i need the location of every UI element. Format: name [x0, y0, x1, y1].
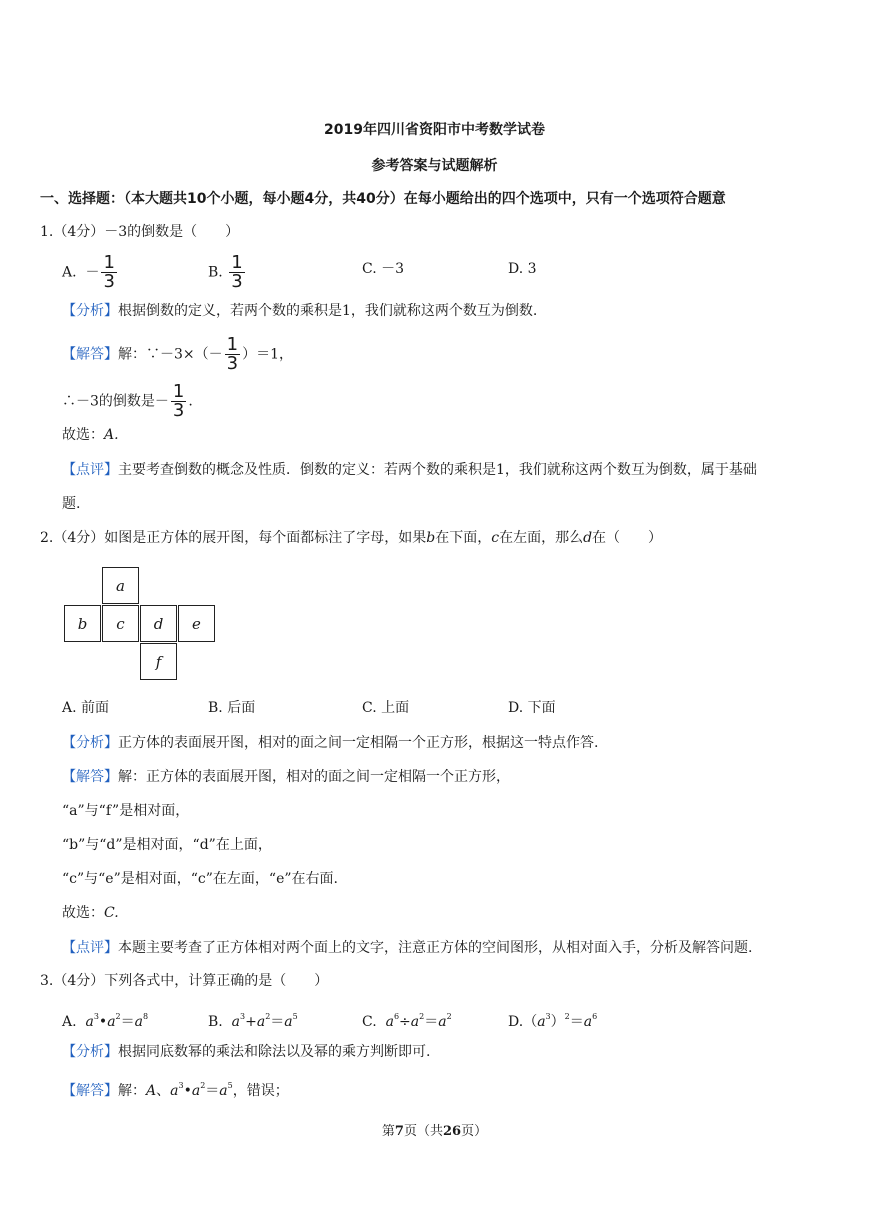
q2-comment: 【点评】本题主要考查了正方体相对两个面上的文字，注意正方体的空间图形，从相对面入手，分析及解答问题.: [62, 940, 753, 956]
q1-option-a: A. － $\frac{1}{3}$: [62, 252, 115, 292]
q1-option-b: B. $\frac{1}{3}$: [208, 252, 243, 292]
q2-option-c: C. 上面: [362, 700, 410, 716]
q2-answer-line1: “a”与“f”是相对面，: [62, 803, 190, 819]
fraction: $\frac{1}{3}$: [231, 252, 243, 292]
q1-choice: 故选：A.: [62, 427, 119, 443]
q3-analysis: 【分析】根据同底数幂的乘法和除法以及幂的乘方判断即可.: [62, 1044, 431, 1060]
q3-option-d: $D.(a^3)^2=a^6$: [508, 1012, 598, 1030]
fraction: $\frac{1}{3}$: [103, 252, 115, 292]
q1-comment-line2: 题.: [62, 496, 81, 512]
q1-comment: 【点评】主要考查倒数的概念及性质．倒数的定义：若两个数的乘积是1，我们就称这两个数互为倒数，属于基础: [62, 462, 757, 478]
q2-answer: 【解答】解：正方体的表面展开图，相对的面之间一定相隔一个正方形，: [62, 769, 510, 785]
q2-choice: 故选：C.: [62, 905, 119, 921]
q2-answer-line2: “b”与“d”是相对面，“d”在上面，: [62, 837, 272, 853]
fraction: $\frac{1}{3}$: [172, 381, 185, 421]
q2-answer-line3: “c”与“e”是相对面，“c”在左面，“e”在右面.: [62, 871, 338, 887]
net-face-a: a: [102, 567, 139, 604]
q3-option-b: B. $a^3+a^2=a^5$: [208, 1012, 298, 1030]
q2-analysis: 【分析】正方体的表面展开图，相对的面之间一定相隔一个正方形，根据这一特点作答.: [62, 735, 599, 751]
net-face-c: c: [102, 605, 139, 642]
page-footer: 第7页（共26页）: [381, 1124, 488, 1139]
q1-option-c: C. －3: [362, 261, 405, 277]
q2-option-a: A. 前面: [62, 700, 110, 716]
net-face-f: f: [140, 643, 177, 680]
q1-stem: 1.（4分）－3的倒数是（ ）: [40, 224, 240, 240]
q2-stem: 2.（4分）如图是正方体的展开图，每个面都标注了字母，如果b在下面，c在左面，那么d在（ ）: [40, 530, 663, 546]
cube-net-figure: [64, 567, 216, 681]
page-subtitle: 参考答案与试题解析: [371, 158, 498, 174]
net-face-e: e: [178, 605, 215, 642]
net-face-b: b: [64, 605, 101, 642]
net-face-d: d: [140, 605, 177, 642]
q1-answer: 【解答】解：∵－3×（－ $\frac{1}{3}$ ）＝1，: [62, 334, 294, 374]
q3-answer: 【解答】解：A、$a^3•a^2=a^5$，错误；: [62, 1081, 289, 1099]
q3-stem: 3.（4分）下列各式中，计算正确的是（ ）: [40, 973, 329, 989]
q2-option-d: D. 下面: [508, 700, 556, 716]
q1-analysis: 【分析】根据倒数的定义，若两个数的乘积是1，我们就称这两个数互为倒数.: [62, 303, 538, 319]
section-heading: 一、选择题：（本大题共10个小题，每小题4分，共40分）在每小题给出的四个选项中，只有一个选项符合题意: [40, 191, 726, 207]
q2-option-b: B. 后面: [208, 700, 256, 716]
q1-answer-line2: ∴－3的倒数是－ $\frac{1}{3}$ .: [62, 381, 193, 421]
q3-option-a: A. $a^3•a^2=a^8$: [62, 1012, 149, 1030]
fraction: $\frac{1}{3}$: [226, 334, 239, 374]
q3-option-c: C. $a^6\div a^2=a^2$: [362, 1012, 452, 1030]
q1-option-d: D. 3: [508, 261, 537, 277]
page-title: 2019年四川省资阳市中考数学试卷: [324, 122, 545, 138]
